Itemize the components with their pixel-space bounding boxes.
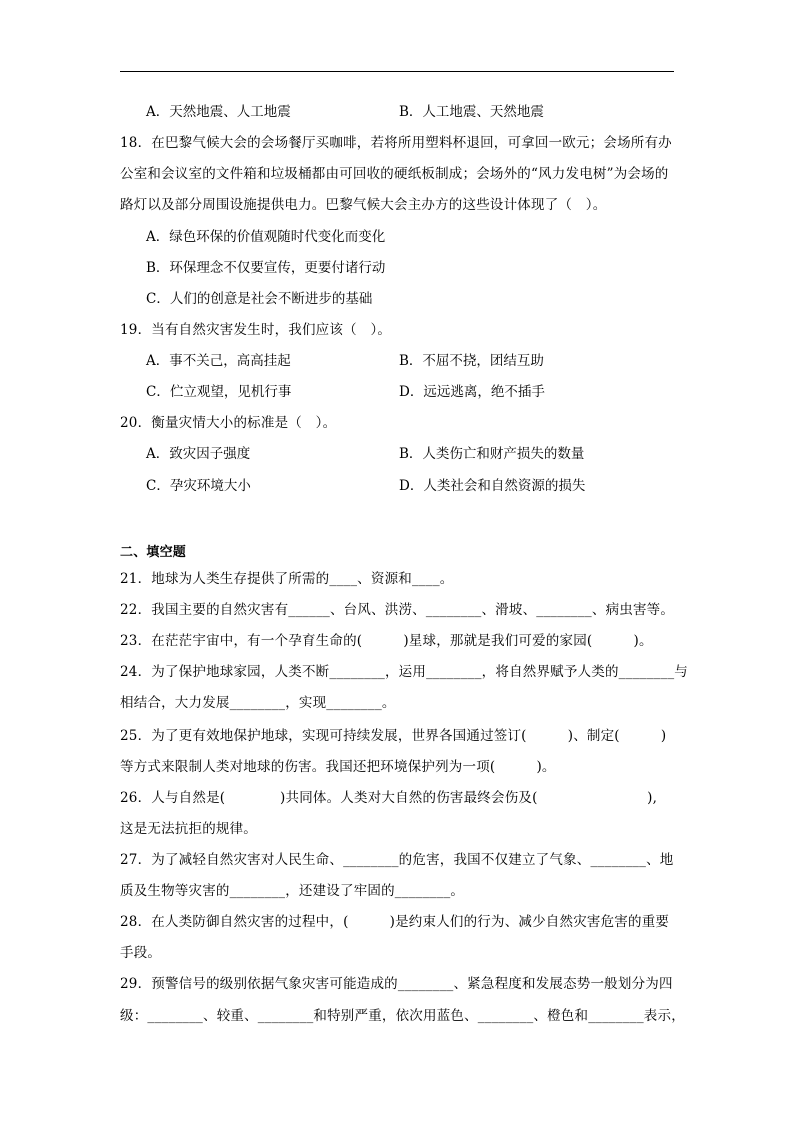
header-rule — [120, 71, 674, 72]
q28-line-2: 手段。 — [120, 945, 162, 961]
q18-stem-line-3: 路灯以及部分周围设施提供电力。巴黎气候大会主办方的这些设计体现了（ ）。 — [120, 197, 607, 213]
q27-line-2: 质及生物等灾害的________，还建设了牢固的________。 — [120, 883, 465, 899]
q25-line-1: 25．为了更有效地保护地球，实现可持续发展，世界各国通过签订( )、制定( ) — [120, 728, 667, 744]
q29-line-1: 29．预警信号的级别依据气象灾害可能造成的________、紧急程度和发展态势一般划分为四 — [120, 976, 673, 992]
section-heading-fill-in: 二、填空题 — [120, 545, 187, 560]
q20-option-b: B．人类伤亡和财产损失的数量 — [399, 446, 585, 462]
q18-option-a: A．绿色环保的价值观随时代变化而变化 — [146, 229, 386, 245]
q18-stem-line-1: 18．在巴黎气候大会的会场餐厅买咖啡，若将所用塑料杯退回，可拿回一欧元；会场所有办 — [120, 135, 672, 151]
q21: 21．地球为人类生存提供了所需的____、资源和____。 — [120, 571, 454, 587]
q18-option-b: B．环保理念不仅要宣传，更要付诸行动 — [146, 260, 386, 276]
q19-option-a: A．事不关己，高高挂起 — [146, 353, 291, 369]
q24-line-2: 相结合，大力发展________，实现________。 — [120, 695, 396, 711]
q20-option-c: C．孕灾环境大小 — [146, 478, 251, 494]
q26-line-1: 26．人与自然是( )共同体。人类对大自然的伤害最终会伤及( ), — [120, 790, 658, 806]
q19-option-d: D．远远逃离，绝不插手 — [399, 384, 545, 400]
q28-line-1: 28．在人类防御自然灾害的过程中，( )是约束人们的行为、减少自然灾害危害的重要 — [120, 914, 670, 930]
q22: 22．我国主要的自然灾害有______、台风、洪涝、________、滑坡、________、病虫害等。 — [120, 602, 675, 618]
q19-option-c: C．伫立观望，见机行事 — [146, 384, 292, 400]
q23: 23．在茫茫宇宙中，有一个孕育生命的( )星球，那就是我们可爱的家园( )。 — [120, 633, 653, 649]
q17-option-b: B．人工地震、天然地震 — [399, 104, 544, 120]
q29-line-2: 级：________、较重、________和特别严重，依次用蓝色、________、橙色和________表示， — [120, 1008, 685, 1024]
q26-line-2: 这是无法抗拒的规律。 — [120, 821, 257, 837]
q18-stem-line-2: 公室和会议室的文件箱和垃圾桶都由可回收的硬纸板制成；会场外的“风力发电树”为会场的 — [120, 166, 669, 182]
q19-option-b: B．不屈不挠，团结互助 — [399, 353, 544, 369]
q24-line-1: 24．为了保护地球家园，人类不断________，运用________，将自然界赋予人类的________与 — [120, 664, 688, 680]
q20-stem: 20．衡量灾情大小的标准是（ ）。 — [120, 415, 337, 431]
q27-line-1: 27．为了减轻自然灾害对人民生命、________的危害，我国不仅建立了气象、________、地 — [120, 852, 674, 868]
q19-stem: 19．当有自然灾害发生时，我们应该（ ）。 — [120, 322, 392, 338]
q20-option-a: A．致灾因子强度 — [146, 446, 251, 462]
q25-line-2: 等方式来限制人类对地球的伤害。我国还把环境保护列为一项( )。 — [120, 759, 556, 775]
q20-option-d: D．人类社会和自然资源的损失 — [399, 478, 586, 494]
q17-option-a: A．天然地震、人工地震 — [146, 104, 291, 120]
q18-option-c: C．人们的创意是社会不断进步的基础 — [146, 291, 373, 307]
